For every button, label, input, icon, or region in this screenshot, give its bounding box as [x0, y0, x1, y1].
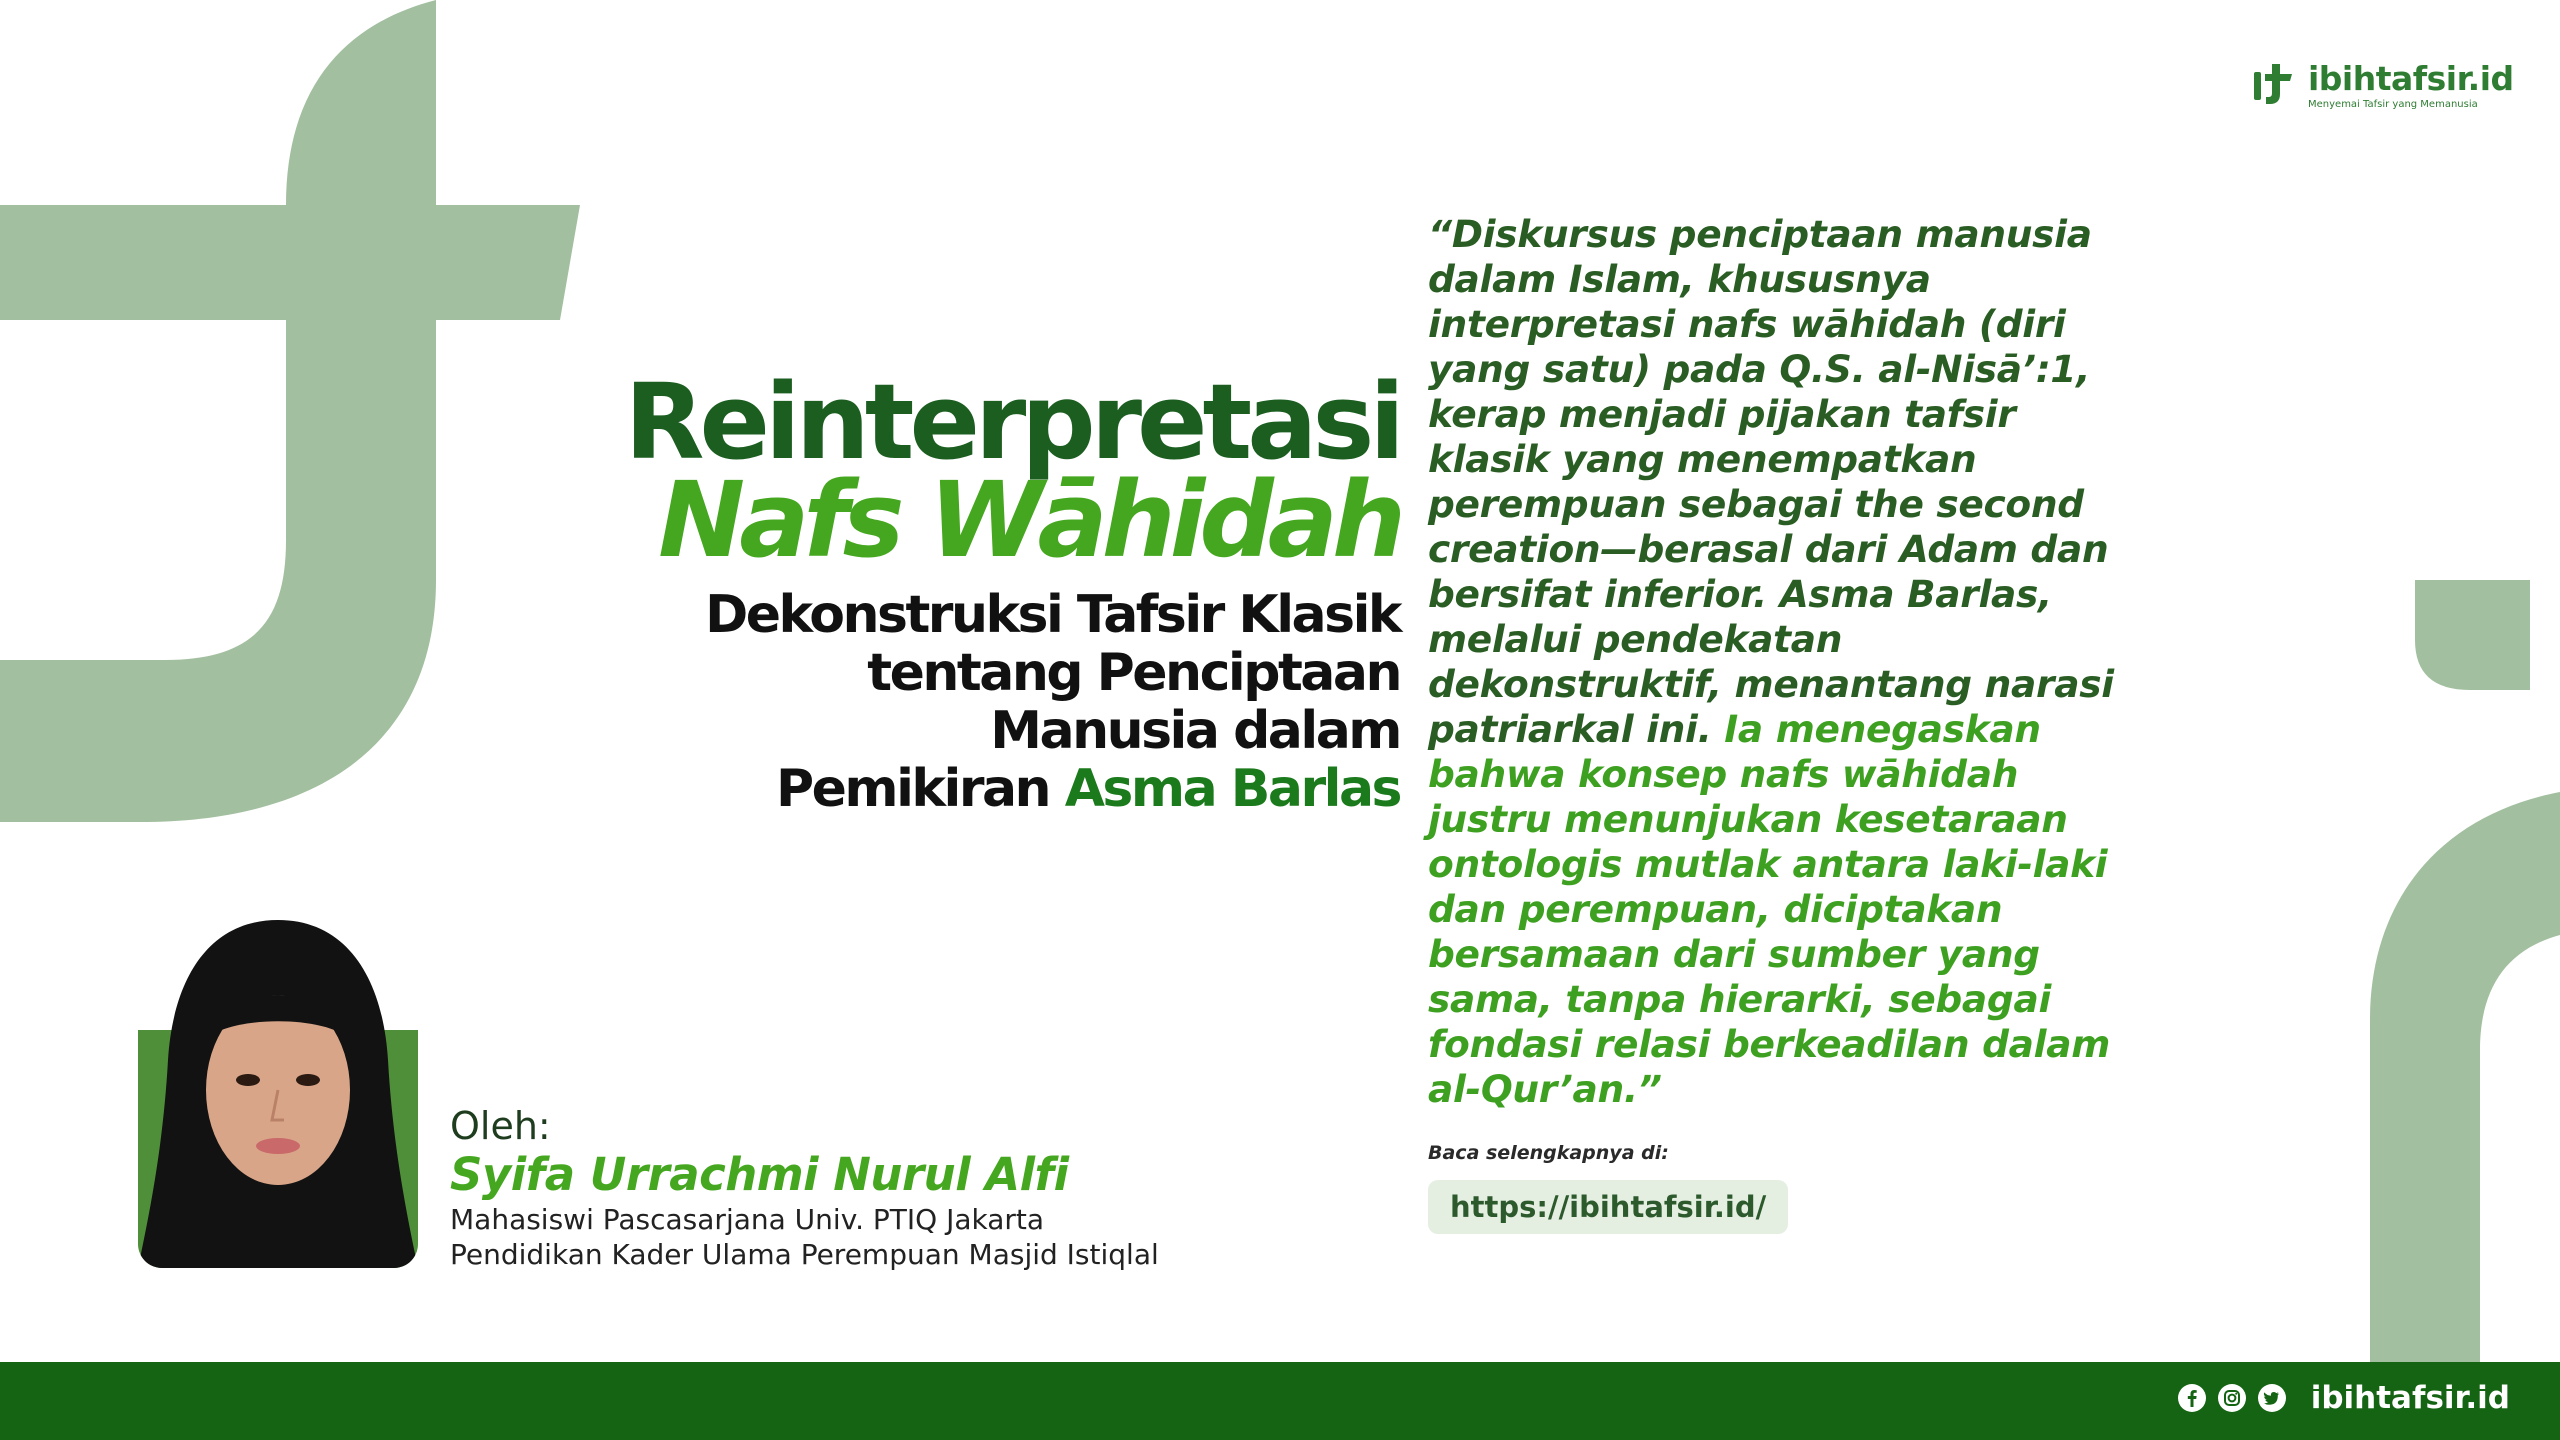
author-photo	[138, 920, 418, 1268]
subtitle	[500, 586, 1400, 818]
quote-part-1: “Diskursus penciptaan manusia dalam Islam, khususnya interpretasi nafs wāhidah (diri yang satu) pada Q.S. al-Nisā’:1, kerap menjadi pijakan tafsir klasik yang menempatkan perempuan sebagai the second creation—berasal dari Adam dan bersifat inferior. Asma Barlas, melalui pendekatan dekonstruktif, menantang narasi patriarkal ini.	[1428, 212, 2114, 751]
subtitle-line: Dekonstruksi Tafsir Klasik	[705, 585, 1400, 645]
social-links	[2177, 1380, 2510, 1416]
brand-logo[interactable]	[2250, 60, 2514, 112]
twitter-icon[interactable]	[2257, 1383, 2287, 1413]
title-line-1: Reinterpretasi	[624, 361, 1400, 483]
author-name: Syifa Urrachmi Nurul Alfi	[450, 1148, 1069, 1201]
instagram-icon[interactable]	[2217, 1383, 2247, 1413]
subtitle-accent-name: Asma Barlas	[1064, 759, 1400, 819]
title-block	[500, 361, 1400, 819]
subtitle-line	[500, 760, 1400, 818]
author-affiliation-2: Pendidikan Kader Ulama Perempuan Masjid Istiqlal	[450, 1238, 1159, 1271]
read-more-label: Baca selengkapnya di:	[1428, 1142, 1669, 1164]
quote-text	[1428, 212, 2148, 1112]
footer-site-name[interactable]: ibihtafsir.id	[2310, 1380, 2510, 1416]
brand-logo-mark-icon	[2250, 60, 2302, 112]
facebook-icon[interactable]	[2177, 1383, 2207, 1413]
subtitle-line: tentang Penciptaan	[867, 643, 1400, 703]
brand-logo-name: ibihtafsir.id	[2308, 59, 2514, 98]
subtitle-prefix: Pemikiran	[776, 759, 1065, 819]
read-more	[1428, 1142, 1788, 1234]
subtitle-line: Manusia dalam	[990, 701, 1400, 761]
quote-part-2-highlight: Ia menegaskan bahwa konsep nafs wāhidah justru menunjukan kesetaraan ontologis mutlak antara laki-laki dan perempuan, diciptakan bersamaan dari sumber yang sama, tanpa hierarki, sebagai fondasi relasi berkeadilan dalam al-Qur’an.”	[1428, 707, 2110, 1111]
brand-logo-tagline: Menyemai Tafsir yang Memanusia	[2308, 99, 2478, 110]
author-affiliation-1: Mahasiswi Pascasarjana Univ. PTIQ Jakarta	[450, 1203, 1045, 1236]
footer-bar	[0, 1362, 2560, 1440]
read-more-link[interactable]: https://ibihtafsir.id/	[1428, 1180, 1788, 1234]
title-line-2: Nafs Wāhidah	[658, 459, 1400, 581]
author-info	[450, 1104, 1159, 1272]
author-label: Oleh:	[450, 1104, 551, 1148]
